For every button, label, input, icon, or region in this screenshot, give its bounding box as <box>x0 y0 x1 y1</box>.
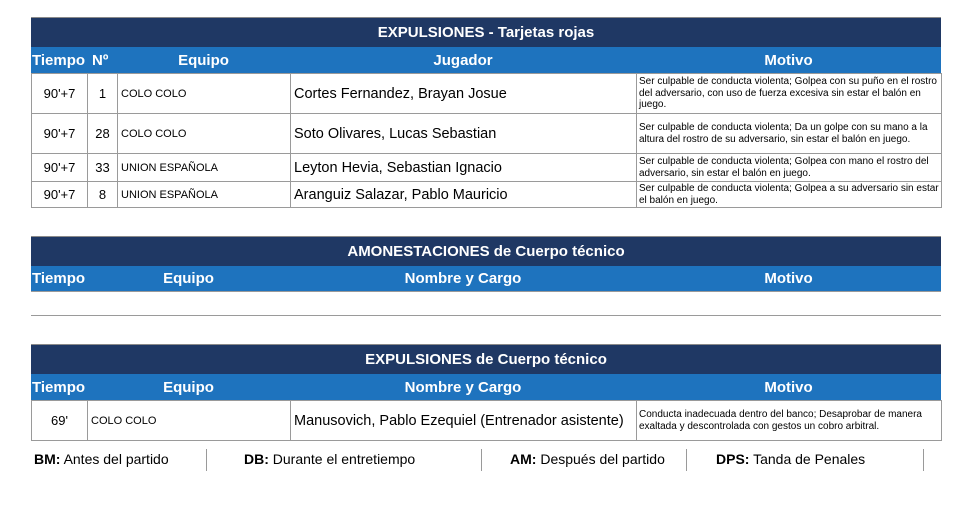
expulsiones-ct-title: EXPULSIONES de Cuerpo técnico <box>31 344 941 374</box>
expulsiones-ct-section <box>31 344 941 441</box>
header-nombre: Nombre y Cargo <box>404 378 522 396</box>
cell-nombre: Manusovich, Pablo Ezequiel (Entrenador asistente) <box>291 401 637 441</box>
cell-jugador: Aranguiz Salazar, Pablo Mauricio <box>291 182 637 208</box>
amonestaciones-ct-title: AMONESTACIONES de Cuerpo técnico <box>31 236 941 266</box>
cell-jugador: Cortes Fernandez, Brayan Josue <box>291 74 637 114</box>
legend-separator <box>206 449 207 471</box>
table-row <box>32 114 942 154</box>
table-row <box>32 74 942 114</box>
cell-motivo: Ser culpable de conducta violenta; Golpea a su adversario sin estar el balón en juego. <box>637 182 942 208</box>
cell-equipo: UNION ESPAÑOLA <box>118 182 291 208</box>
legend-item-am: AM: Después del partido <box>510 451 665 467</box>
legend-separator <box>686 449 687 471</box>
expulsiones-table <box>31 73 942 208</box>
legend <box>31 449 941 471</box>
cell-jugador: Leyton Hevia, Sebastian Ignacio <box>291 154 637 182</box>
header-tiempo: Tiempo <box>32 270 86 287</box>
cell-tiempo: 90'+7 <box>32 114 88 154</box>
cell-equipo: COLO COLO <box>118 74 291 114</box>
header-nombre: Nombre y Cargo <box>404 270 522 287</box>
legend-item-db: DB: Durante el entretiempo <box>244 451 416 467</box>
legend-separator <box>481 449 482 471</box>
expulsiones-section <box>31 17 941 208</box>
header-motivo: Motivo <box>764 51 813 69</box>
legend-item-bm: BM: Antes del partido <box>34 451 169 467</box>
header-numero: Nº <box>92 51 109 69</box>
header-tiempo: Tiempo <box>32 378 86 396</box>
cell-motivo: Ser culpable de conducta violenta; Da un golpe con su mano a la altura del rostro de su adversario, sin estar el balón en juego. <box>637 114 942 154</box>
cell-motivo: Conducta inadecuada dentro del banco; Desaprobar de manera exaltada y descontrolada con gestos un cobro arbitral. <box>637 401 942 441</box>
header-jugador: Jugador <box>433 51 493 69</box>
table-row <box>32 154 942 182</box>
cell-numero: 33 <box>88 154 118 182</box>
table-row <box>32 401 942 441</box>
cell-equipo: UNION ESPAÑOLA <box>118 154 291 182</box>
amonestaciones-ct-section <box>31 236 941 292</box>
table-row <box>32 182 942 208</box>
cell-jugador: Soto Olivares, Lucas Sebastian <box>291 114 637 154</box>
cell-tiempo: 90'+7 <box>32 74 88 114</box>
cell-tiempo: 90'+7 <box>32 154 88 182</box>
header-motivo: Motivo <box>764 378 813 396</box>
header-tiempo: Tiempo <box>32 51 86 69</box>
cell-tiempo: 69' <box>32 401 88 441</box>
cell-numero: 28 <box>88 114 118 154</box>
cell-numero: 8 <box>88 182 118 208</box>
header-equipo: Equipo <box>163 378 214 396</box>
expulsiones-ct-table <box>31 400 942 441</box>
expulsiones-title: EXPULSIONES - Tarjetas rojas <box>31 17 941 47</box>
header-equipo: Equipo <box>163 270 214 287</box>
cell-equipo: COLO COLO <box>88 401 291 441</box>
header-equipo: Equipo <box>178 51 229 69</box>
cell-motivo: Ser culpable de conducta violenta; Golpea con mano el rostro del adversario, sin estar el balón en juego. <box>637 154 942 182</box>
legend-separator <box>923 449 924 471</box>
header-motivo: Motivo <box>764 270 813 287</box>
expulsiones-header-row <box>31 47 941 73</box>
amonestaciones-ct-header-row <box>31 266 941 292</box>
legend-item-dps: DPS: Tanda de Penales <box>716 451 866 467</box>
expulsiones-ct-header-row <box>31 374 941 400</box>
cell-equipo: COLO COLO <box>118 114 291 154</box>
cell-motivo: Ser culpable de conducta violenta; Golpea con su puño en el rostro del adversario, con uso de fuerza excesiva sin estar el balón en juego. <box>637 74 942 114</box>
empty-table-divider <box>31 315 941 316</box>
cell-tiempo: 90'+7 <box>32 182 88 208</box>
cell-numero: 1 <box>88 74 118 114</box>
